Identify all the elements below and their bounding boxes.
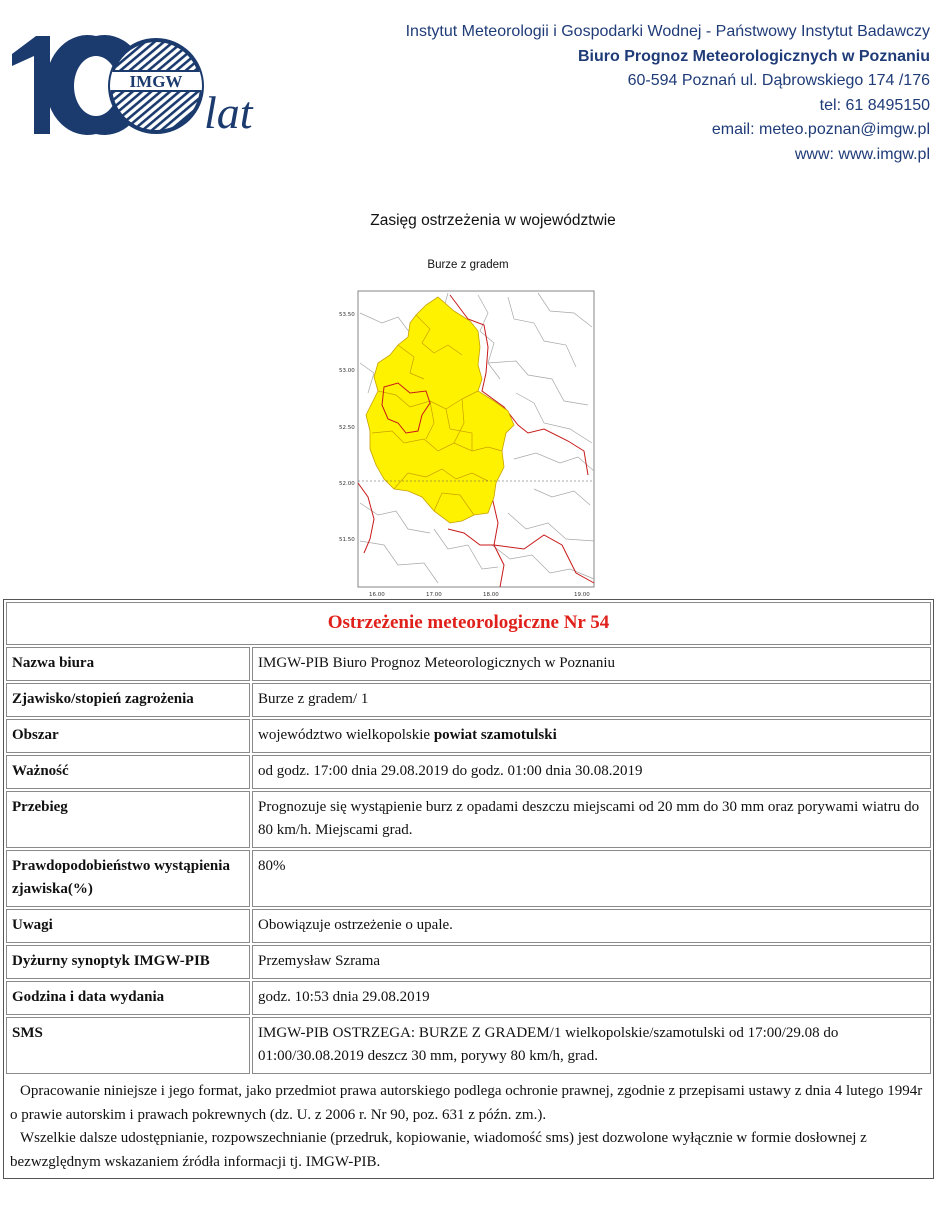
lon-label: 19.00: [574, 592, 590, 598]
office-website: www: www.imgw.pl: [794, 145, 930, 163]
institute-name: Instytut Meteorologii i Gospodarki Wodnej - Państwowy Instytut Badawczy: [405, 23, 930, 40]
row-label: SMS: [6, 1017, 250, 1074]
row-value: od godz. 17:00 dnia 29.08.2019 do godz. 01:00 dnia 30.08.2019: [252, 755, 931, 789]
lon-label: 16.00: [369, 592, 385, 598]
table-row: [6, 683, 931, 717]
office-address: 60-594 Poznań ul. Dąbrowskiego 174 /176: [627, 72, 930, 89]
row-label: Obszar: [6, 719, 250, 753]
copyright-disclaimer: [4, 1076, 933, 1178]
lat-label: 51.50: [339, 537, 355, 543]
warning-title: Ostrzeżenie meteorologiczne Nr 54: [6, 602, 931, 645]
warning-title-row: [6, 602, 931, 645]
warning-map: [338, 283, 602, 599]
row-label: Ważność: [6, 755, 250, 789]
area-county: powiat szamotulski: [433, 727, 557, 743]
table-row: [6, 719, 931, 753]
logo-badge-text: IMGW: [129, 72, 183, 91]
warning-table: [4, 600, 933, 1076]
table-row: [6, 755, 931, 789]
row-label: Zjawisko/stopień zagrożenia: [6, 683, 250, 717]
row-label: Uwagi: [6, 909, 250, 943]
row-label: Przebieg: [6, 791, 250, 848]
map-caption: Burze z gradem: [427, 259, 509, 271]
lon-label: 17.00: [426, 592, 442, 598]
row-label: Nazwa biura: [6, 647, 250, 681]
logo-lat-text: lat: [204, 87, 253, 138]
disclaimer-paragraph: Opracowanie niniejsze i jego format, jako przedmiot prawa autorskiego podlega ochronie prawnej, zgodnie z przepisami ustawy z dnia 4 lutego 1994r o prawie autorskim i prawach pokrewnych (dz. U. z 2006 r. Nr 90, poz. 631 z późn. zm.).: [10, 1083, 923, 1123]
lon-label: 18.00: [483, 592, 499, 598]
logo-digit-one: [12, 36, 50, 134]
row-value: IMGW-PIB Biuro Prognoz Meteorologicznych w Poznaniu: [252, 647, 931, 681]
disclaimer-paragraph: Wszelkie dalsze udostępnianie, rozpowszechnianie (przedruk, kopiowanie, wiadomość sms) jest dozwolone wyłącznie w formie dosłownej z bezwzględnym wskazaniem źródła informacji tj. IMGW-PIB.: [10, 1130, 867, 1170]
warning-box: [3, 599, 934, 1179]
row-value: IMGW-PIB OSTRZEGA: BURZE Z GRADEM/1 wielkopolskie/szamotulski od 17:00/29.08 do 01:00/30.08.2019 deszcz 30 mm, porywy 80 km/h, grad.: [252, 1017, 931, 1074]
row-value: Przemysław Szrama: [252, 945, 931, 979]
office-header: [406, 20, 930, 167]
row-value: Obowiązuje ostrzeżenie o upale.: [252, 909, 931, 943]
lat-label: 52.50: [339, 425, 355, 431]
row-value: godz. 10:53 dnia 29.08.2019: [252, 981, 931, 1015]
table-row: [6, 909, 931, 943]
table-row: [6, 647, 931, 681]
table-row: [6, 981, 931, 1015]
imgw-100-lat-logo: [8, 30, 263, 140]
office-email: email: meteo.poznan@imgw.pl: [711, 121, 930, 138]
row-value: [252, 719, 931, 753]
row-value: Burze z gradem/ 1: [252, 683, 931, 717]
table-row: [6, 1017, 931, 1074]
row-value: Prognozuje się wystąpienie burz z opadami deszczu miejscami od 20 mm do 30 mm oraz porywami wiatru do 80 km/h. Miejscami grad.: [252, 791, 931, 848]
map-title: Zasięg ostrzeżenia w województwie: [370, 212, 616, 229]
row-label: Godzina i data wydania: [6, 981, 250, 1015]
office-name: Biuro Prognoz Meteorologicznych w Poznaniu: [577, 47, 930, 65]
table-row: [6, 791, 931, 848]
row-label: Dyżurny synoptyk IMGW-PIB: [6, 945, 250, 979]
lat-label: 53.00: [339, 368, 355, 374]
lat-label: 53.50: [339, 312, 355, 318]
row-label: Prawdopodobieństwo wystąpienia zjawiska(%): [6, 850, 250, 907]
row-value: 80%: [252, 850, 931, 907]
area-voivodeship: województwo wielkopolskie: [258, 727, 431, 743]
lat-label: 52.00: [339, 481, 355, 487]
office-phone: tel: 61 8495150: [819, 96, 930, 114]
table-row: [6, 850, 931, 907]
table-row: [6, 945, 931, 979]
